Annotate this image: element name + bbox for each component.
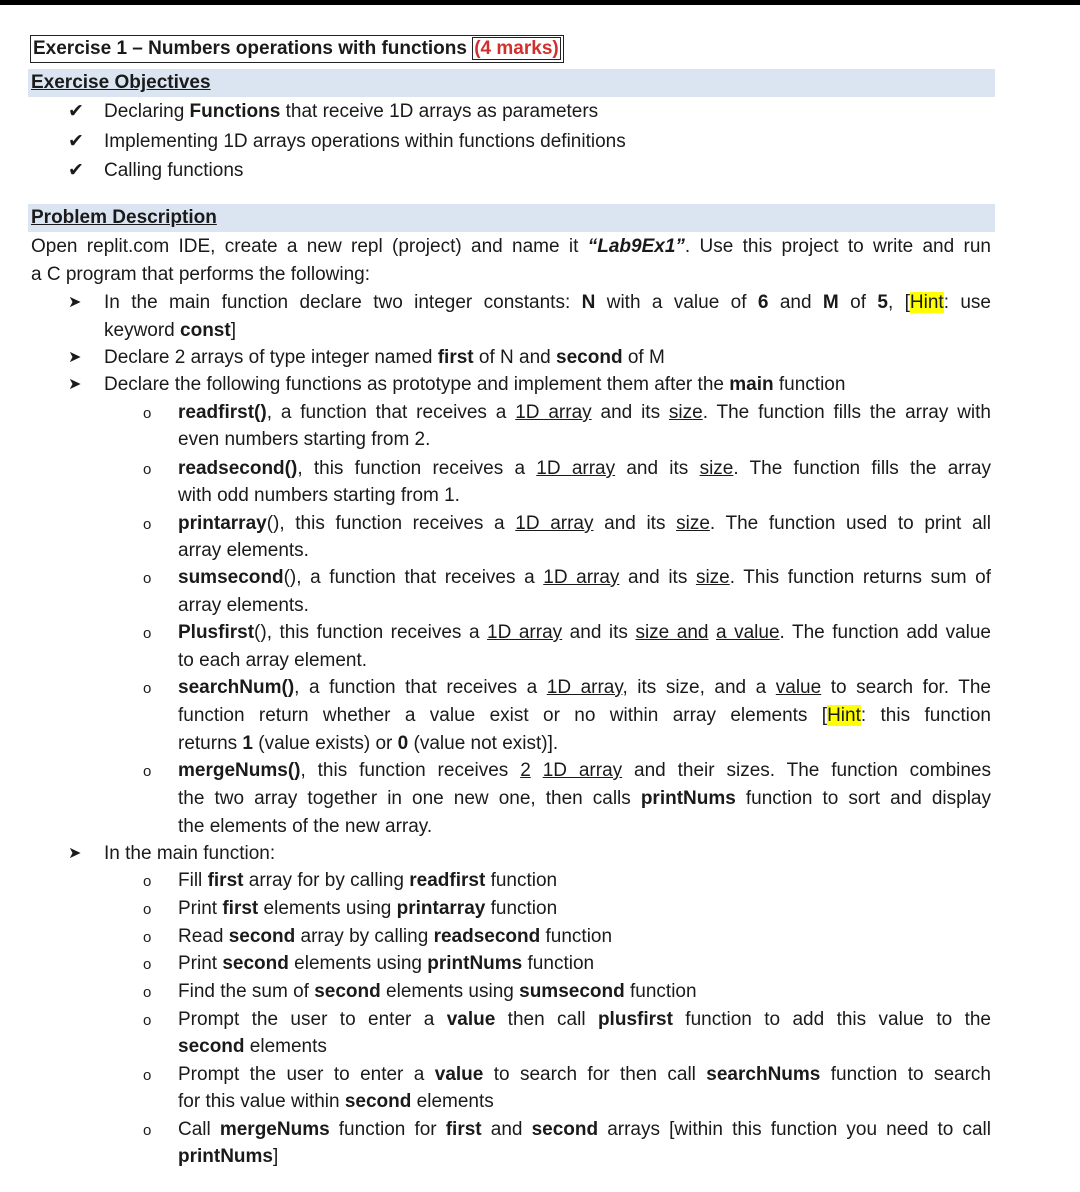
top-border — [0, 0, 1080, 5]
objective-item: Calling functions — [104, 160, 244, 181]
main-step: Print second elements using printNums function — [178, 953, 595, 974]
check-icon: ✔ — [68, 101, 84, 122]
func-mergenums-line-2: the two array together in one new one, then calls printNums function to sort and display — [178, 788, 991, 809]
circle-bullet-icon: o — [143, 984, 152, 1001]
circle-bullet-icon: o — [143, 570, 152, 587]
func-printarray-line-1: printarray(), this function receives a 1D array and its size. The function used to print all — [178, 513, 991, 534]
arrays-decl: Declare 2 arrays of type integer named first of N and second of M — [104, 347, 665, 368]
func-plusfirst-line-2: to each array element. — [178, 650, 368, 671]
main-step-line-2: printNums] — [178, 1146, 279, 1167]
circle-bullet-icon: o — [143, 405, 152, 422]
circle-bullet-icon: o — [143, 680, 152, 697]
func-sumsecond-line-1: sumsecond(), a function that receives a 1D array and its size. This function returns sum of — [178, 567, 991, 588]
hint-highlight: Hint — [827, 705, 861, 726]
circle-bullet-icon: o — [143, 901, 152, 918]
circle-bullet-icon: o — [143, 1122, 152, 1139]
objective-item: Declaring Functions that receive 1D arrays as parameters — [104, 101, 599, 122]
main-step: Prompt the user to enter a value to search for then call searchNums function to search — [178, 1064, 991, 1085]
circle-bullet-icon: o — [143, 461, 152, 478]
circle-bullet-icon: o — [143, 1012, 152, 1029]
func-sumsecond-line-2: array elements. — [178, 595, 309, 616]
main-decl-line-2: keyword const] — [104, 320, 236, 341]
check-icon: ✔ — [68, 131, 84, 152]
circle-bullet-icon: o — [143, 763, 152, 780]
main-step: Call mergeNums function for first and second arrays [within this function you need to call — [178, 1119, 991, 1140]
hint-highlight: Hint — [909, 292, 944, 313]
main-step: Print first elements using printarray function — [178, 898, 558, 919]
arrow-bullet-icon: ➤ — [68, 294, 82, 311]
intro-line-2: a C program that performs the following: — [31, 264, 370, 285]
main-step: Read second array by calling readsecond function — [178, 926, 613, 947]
func-searchnum-line-3: returns 1 (value exists) or 0 (value not exist)]. — [178, 733, 559, 754]
func-readsecond-line-2: with odd numbers starting from 1. — [178, 485, 460, 506]
arrow-bullet-icon: ➤ — [68, 845, 82, 862]
main-step-line-2: for this value within second elements — [178, 1091, 494, 1112]
func-searchnum-line-2: function return whether a value exist or no within array elements [Hint: this function — [178, 705, 991, 726]
objectives-heading: Exercise Objectives — [31, 72, 211, 93]
arrow-bullet-icon: ➤ — [68, 349, 82, 366]
circle-bullet-icon: o — [143, 516, 152, 533]
main-step: Find the sum of second elements using sumsecond function — [178, 981, 697, 1002]
main-step: Prompt the user to enter a value then call plusfirst function to add this value to the — [178, 1009, 991, 1030]
circle-bullet-icon: o — [143, 1067, 152, 1084]
circle-bullet-icon: o — [143, 956, 152, 973]
main-step: Fill first array for by calling readfirst function — [178, 870, 558, 891]
exercise-title — [30, 35, 564, 63]
circle-bullet-icon: o — [143, 873, 152, 890]
main-step-line-2: second elements — [178, 1036, 327, 1057]
main-decl-line-1: In the main function declare two integer constants: N with a value of 6 and M of 5, [Hint: use — [104, 292, 991, 313]
title-text: Exercise 1 – Numbers operations with functions — [33, 38, 467, 59]
check-icon: ✔ — [68, 160, 84, 181]
func-readsecond-line-1: readsecond(), this function receives a 1D array and its size. The function fills the array — [178, 458, 991, 479]
func-readfirst-line-2: even numbers starting from 2. — [178, 429, 431, 450]
func-searchnum-line-1: searchNum(), a function that receives a 1D array, its size, and a value to search for. The — [178, 677, 991, 698]
circle-bullet-icon: o — [143, 929, 152, 946]
funcs-decl: Declare the following functions as prototype and implement them after the main function — [104, 374, 846, 395]
func-readfirst-line-1: readfirst(), a function that receives a 1D array and its size. The function fills the array with — [178, 402, 991, 423]
objective-item: Implementing 1D arrays operations within functions definitions — [104, 131, 626, 152]
main-func-heading: In the main function: — [104, 843, 276, 864]
arrow-bullet-icon: ➤ — [68, 376, 82, 393]
func-mergenums-line-1: mergeNums(), this function receives 2 1D array and their sizes. The function combines — [178, 760, 991, 781]
marks-label: (4 marks) — [474, 38, 559, 59]
func-printarray-line-2: array elements. — [178, 540, 309, 561]
problem-heading: Problem Description — [31, 207, 217, 228]
func-plusfirst-line-1: Plusfirst(), this function receives a 1D array and its size and a value. The function add value — [178, 622, 991, 643]
circle-bullet-icon: o — [143, 625, 152, 642]
func-mergenums-line-3: the elements of the new array. — [178, 816, 433, 837]
intro-line-1: Open replit.com IDE, create a new repl (project) and name it “Lab9Ex1”. Use this project to write and run — [31, 236, 991, 257]
